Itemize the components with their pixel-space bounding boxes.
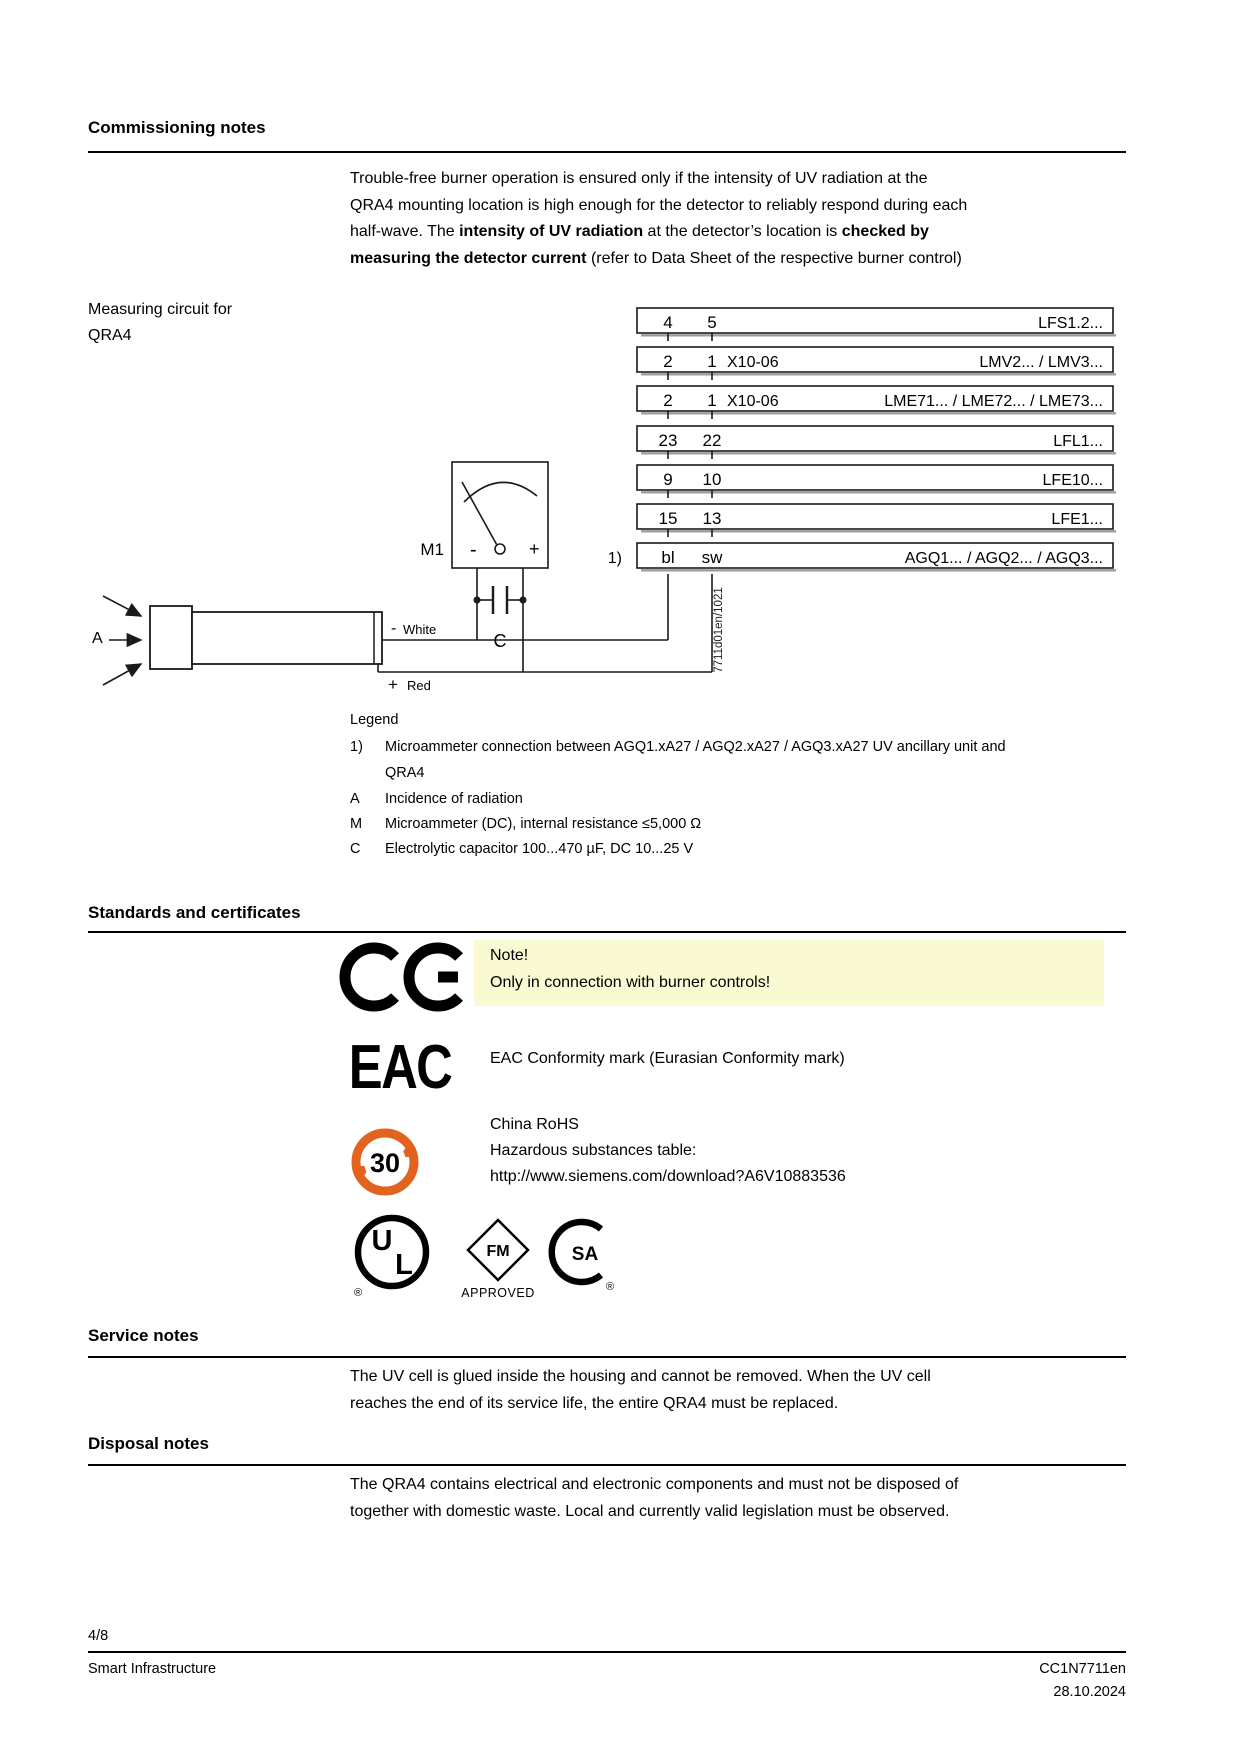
terminal-number: 13 (702, 509, 722, 528)
legend-text: Incidence of radiation (385, 791, 523, 807)
rohs-line: China RoHS (490, 1116, 579, 1133)
caption-line: Measuring circuit for (88, 301, 233, 318)
terminal-row-lfe10 (637, 465, 1116, 498)
section-rule (88, 1464, 1126, 1466)
connector-label: X10-06 (727, 354, 779, 371)
svg-text:U: U (371, 1225, 393, 1257)
junction-dot (520, 597, 527, 604)
terminal-row-lfs (637, 308, 1116, 341)
standards-heading: Standards and certificates (88, 903, 301, 922)
ul-mark-icon (348, 1212, 434, 1300)
note-text: Only in connection with burner controls! (490, 974, 771, 991)
legend-key: A (350, 791, 360, 807)
footer-date: 28.10.2024 (1053, 1684, 1126, 1700)
junction-dot (474, 597, 481, 604)
legend-text: QRA4 (385, 765, 425, 781)
service-text (350, 1364, 931, 1417)
note-title: Note! (490, 947, 529, 964)
svg-text:L: L (395, 1249, 413, 1281)
device-label: LME71... / LME72... / LME73... (884, 393, 1103, 410)
note-box (474, 940, 1104, 1006)
terminal-number: sw (701, 548, 723, 567)
china-rohs-icon (346, 1122, 424, 1200)
device-label: LFE1... (1051, 511, 1103, 528)
footer-doc-id: CC1N7711en (1039, 1661, 1126, 1677)
meter-plus-label: + (529, 539, 540, 559)
rohs-line: Hazardous substances table: (490, 1142, 697, 1159)
page-number: 4/8 (88, 1628, 109, 1644)
legend-key: 1) (350, 739, 363, 755)
svg-text:FM: FM (486, 1243, 510, 1260)
svg-text:®: ® (354, 1287, 363, 1299)
section-rule (88, 1356, 1126, 1358)
connector-label: X10-06 (727, 393, 779, 410)
legend-text: Electrolytic capacitor 100...470 µF, DC 10...25 V (385, 841, 694, 857)
terminal-row-agq (637, 543, 1116, 570)
meter-pivot (495, 544, 505, 554)
meter-name-label: M1 (420, 540, 444, 559)
device-label: LMV2... / LMV3... (979, 354, 1103, 371)
terminal-number: 22 (702, 431, 722, 450)
rohs-download-url[interactable]: http://www.siemens.com/download?A6V10883536 (490, 1168, 846, 1185)
incidence-label: A (92, 630, 103, 647)
svg-text:30: 30 (369, 1148, 401, 1178)
red-polarity-label: + (388, 675, 398, 694)
terminal-number: 1 (707, 391, 717, 410)
device-label: AGQ1... / AGQ2... / AGQ3... (904, 550, 1103, 567)
paragraph-text-bold: intensity of UV radiation (459, 223, 644, 240)
paragraph-text: QRA4 mounting location is high enough for the detector to reliably respond during each (350, 196, 968, 214)
svg-text:®: ® (606, 1281, 615, 1293)
microammeter-symbol (420, 462, 548, 568)
svg-text:APPROVED: APPROVED (461, 1286, 535, 1300)
terminal-number: bl (661, 548, 675, 567)
capacitor-label: C (493, 631, 507, 651)
drawing-reference: 7711d01en/1021 (713, 587, 725, 673)
paragraph-text: half-wave. The (350, 223, 460, 240)
terminal-row-lfe1 (637, 504, 1116, 537)
terminal-number: 9 (663, 470, 673, 489)
eac-mark-icon (344, 1034, 456, 1100)
csa-mark-icon (546, 1214, 618, 1294)
red-wire-label: Red (407, 678, 431, 693)
meter-minus-label: - (470, 539, 477, 561)
paragraph-line (350, 193, 967, 220)
terminal-number: 10 (702, 470, 722, 489)
capacitor-symbol (474, 586, 527, 651)
terminal-number: 2 (663, 391, 673, 410)
disposal-line: together with domestic waste. Local and currently valid legislation must be observed. (350, 1502, 950, 1520)
terminal-number: 23 (658, 431, 678, 450)
terminal-number: 4 (663, 313, 673, 332)
legend-key: M (350, 816, 363, 832)
commissioning-heading: Commissioning notes (88, 118, 266, 137)
commissioning-paragraph (350, 166, 967, 272)
terminal-number: 5 (707, 313, 717, 332)
device-label: LFE10... (1042, 472, 1103, 489)
terminal-number: 2 (663, 352, 673, 371)
device-label: LFL1... (1053, 433, 1103, 450)
legend-key: C (350, 841, 361, 857)
service-line: The UV cell is glued inside the housing and cannot be removed. When the UV cell (350, 1368, 931, 1385)
terminal-number: 1 (707, 352, 717, 371)
disposal-heading: Disposal notes (88, 1434, 209, 1453)
terminal-number: 15 (658, 509, 678, 528)
terminal-row-lme (637, 386, 1116, 419)
footer-company: Smart Infrastructure (88, 1661, 217, 1677)
section-rule (88, 151, 1126, 153)
service-heading: Service notes (88, 1326, 199, 1345)
paragraph-line (350, 166, 967, 193)
paragraph-text-bold: measuring the detector current (350, 249, 587, 267)
paragraph-text: (refer to Data Sheet of the respective burner control) (586, 249, 962, 267)
white-polarity-label: - (391, 620, 397, 637)
footer-rule (88, 1651, 1126, 1653)
ce-mark-icon (336, 942, 478, 1012)
svg-text:SA: SA (571, 1244, 599, 1265)
eac-caption: EAC Conformity mark (Eurasian Conformity mark) (490, 1050, 845, 1067)
terminal-row-lmv (637, 347, 1116, 380)
legend-text: Microammeter connection between AGQ1.xA27 / AGQ2.xA27 / AGQ3.xA27 UV ancillary unit and (385, 739, 1006, 755)
footnote-marker: 1) (607, 550, 622, 567)
device-label: LFS1.2... (1038, 315, 1103, 332)
white-wire-label: White (403, 622, 437, 637)
qra4-detector-symbol (150, 606, 382, 669)
paragraph-text: at the detector’s location is (643, 223, 842, 240)
paragraph-line (350, 219, 967, 246)
measuring-circuit-diagram (80, 290, 1140, 710)
section-rule (88, 931, 1126, 933)
paragraph-text: Trouble-free burner operation is ensured only if the intensity of UV radiation at the (350, 170, 928, 187)
svg-text:EAC: EAC (348, 1034, 452, 1100)
paragraph-text-bold: checked by (841, 223, 929, 240)
service-line: reaches the end of its service life, the entire QRA4 must be replaced. (350, 1394, 839, 1412)
paragraph-line (350, 246, 967, 273)
terminal-row-lfl (637, 426, 1116, 459)
disposal-text (350, 1472, 958, 1525)
legend-title: Legend (350, 712, 399, 728)
fm-approved-icon (450, 1218, 546, 1302)
disposal-line: The QRA4 contains electrical and electronic components and must not be disposed of (350, 1476, 959, 1493)
radiation-arrows-icon (103, 596, 141, 685)
legend-text: Microammeter (DC), internal resistance ≤5,000 Ω (385, 816, 702, 832)
caption-line: QRA4 (88, 327, 132, 344)
